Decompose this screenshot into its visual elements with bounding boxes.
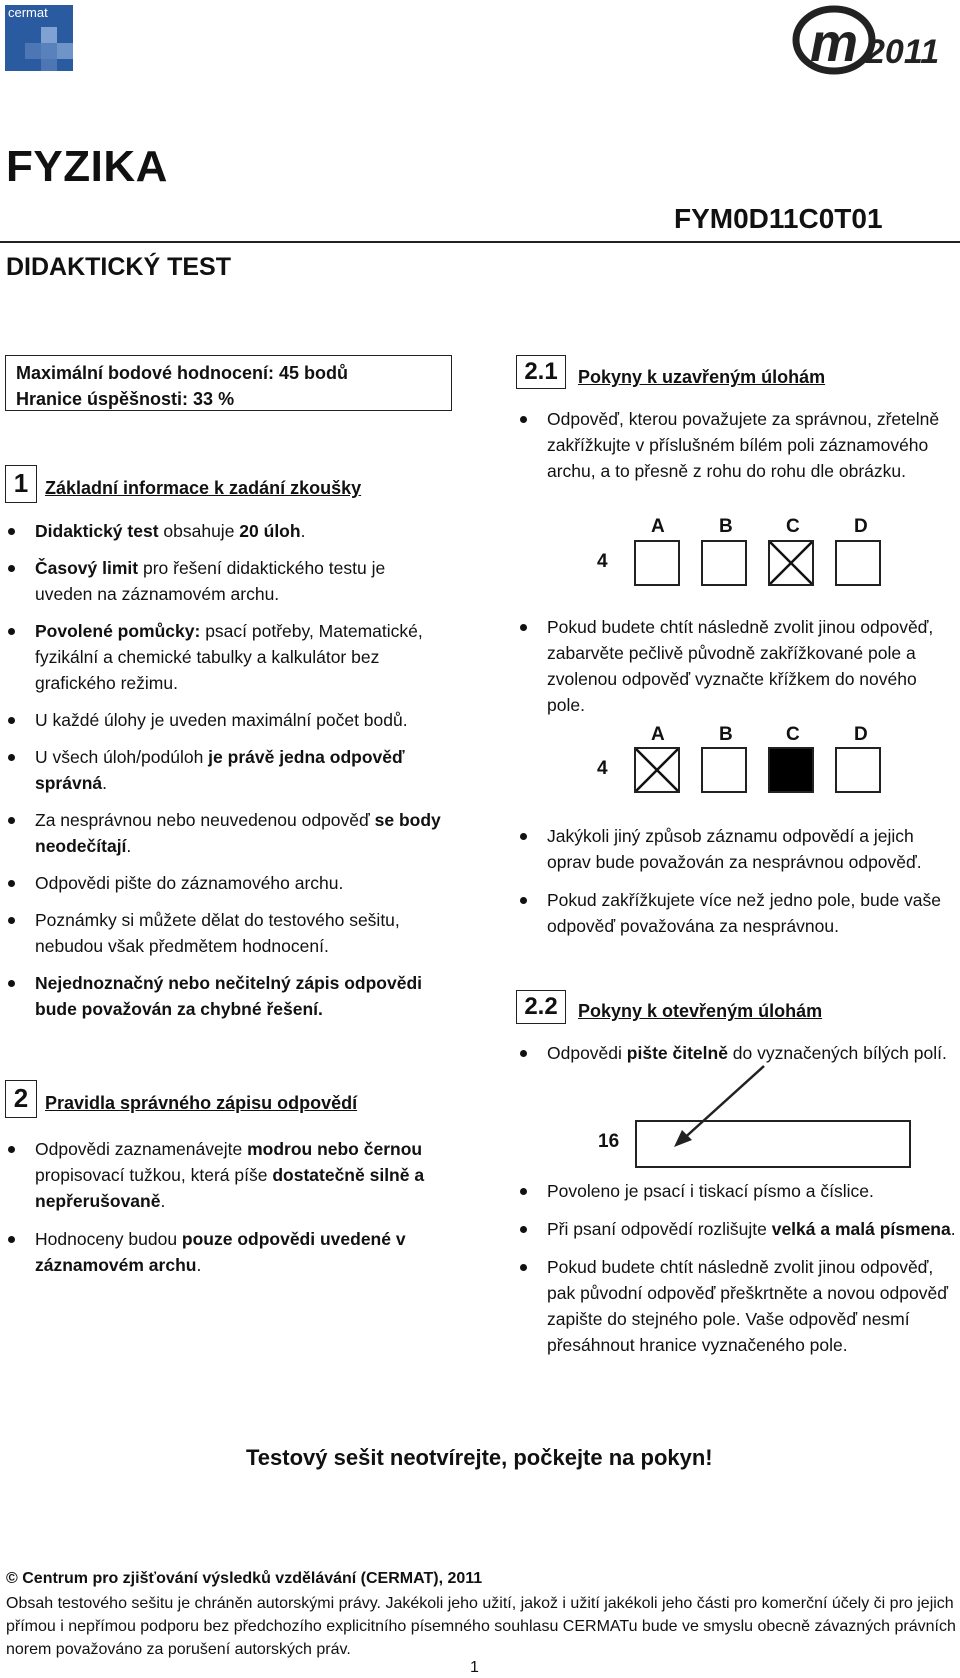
instruction-text: psací potřeby, Matematické, fyzikální a chemické tabulky a kalkulátor bez grafického režimu.: [35, 621, 423, 693]
instruction-item: [6, 744, 446, 796]
question-number: 4: [597, 758, 608, 779]
cermat-logo-text: cermat: [8, 5, 48, 20]
instruction-text: Pokud budete chtít následně zvolit jinou odpověď, pak původní odpověď přeškrtněte a novou odpověď zapište do stejného pole. Vaše odpověď nesmí přesáhnout hranice vyznačeného pole.: [547, 1257, 948, 1355]
section-1-number: 1: [5, 465, 37, 503]
instruction-text: U každé úlohy je uveden maximální počet bodů.: [35, 710, 408, 730]
instruction-text: .: [196, 1255, 202, 1275]
instruction-text: U všech úloh/podúloh: [35, 747, 209, 767]
instruction-item: [518, 406, 958, 484]
instruction-text: Didaktický test: [35, 521, 159, 541]
instruction-item: [518, 1254, 958, 1358]
option-letter: D: [854, 724, 868, 745]
page-number: 1: [470, 1659, 479, 1676]
instruction-text: Odpověď, kterou považujete za správnou, zřetelně zakřížkujte v příslušném bílém poli záznamového archu, a to přesně z rohu do rohu dle obrázku.: [547, 409, 940, 481]
instruction-text: dostatečně silně a nepřerušovaně: [35, 1165, 425, 1211]
answer-cell-d: [835, 540, 881, 586]
option-letter: B: [719, 516, 733, 537]
instruction-item: [6, 1136, 436, 1214]
section-2-2-number: 2.2: [516, 990, 566, 1024]
instruction-text: Časový limit: [35, 558, 139, 578]
maturita-logo: [792, 3, 952, 75]
question-number: 4: [597, 551, 608, 572]
section-2-1-title: Pokyny k uzavřeným úlohám: [578, 367, 826, 387]
section-2-1-list-b: [518, 614, 958, 718]
instruction-text: modrou nebo černou: [247, 1139, 423, 1159]
instruction-item: [6, 1226, 436, 1278]
instruction-text: Odpovědi: [547, 1043, 627, 1063]
section-2-2-title: Pokyny k otevřeným úlohám: [578, 1001, 823, 1021]
instruction-item: [518, 823, 958, 875]
instruction-text: se body neodečítají: [35, 810, 441, 856]
instruction-item: [518, 614, 958, 718]
instruction-text: .: [102, 773, 107, 793]
pass-threshold: Hranice úspěšnosti: 33 %: [16, 389, 235, 409]
section-2-2-list-b: [518, 1178, 958, 1358]
instruction-text: 20 úloh: [239, 521, 301, 541]
instruction-text: Při psaní odpovědí rozlišujte: [547, 1219, 772, 1239]
instruction-text: velká a malá písmena: [771, 1219, 951, 1239]
score-box: [5, 355, 452, 411]
instruction-text: pište čitelně: [626, 1043, 728, 1063]
instruction-text: .: [160, 1191, 166, 1211]
option-letter: B: [719, 724, 733, 745]
instruction-item: [518, 1178, 958, 1204]
option-letter: C: [786, 724, 800, 745]
legal-notice: Obsah testového sešitu je chráněn autorskými právy. Jakékoli jeho užití, jakož i užití jakékoli jeho části pro komerční účely či pro jejich přímou i nepřímou podporu bez předchozího explicitního písemného souhlasu CERMATu bude ve smyslu obecně závazných právních norem považováno za porušení autorských práv.: [6, 1595, 956, 1658]
section-1-title: Základní informace k zadání zkoušky: [45, 478, 362, 498]
arrow-icon: [670, 1062, 770, 1148]
instruction-text: do vyznačených bílých polí.: [727, 1043, 947, 1063]
instruction-text: Povoleno je psací i tiskací písmo a číslice.: [547, 1181, 874, 1201]
answer-cell-a-crossed: [634, 747, 680, 793]
max-score: Maximální bodové hodnocení: 45 bodů: [16, 363, 349, 383]
instruction-text: Odpovědi pište do záznamového archu.: [35, 873, 344, 893]
instruction-item: [6, 970, 446, 1022]
instruction-text: Povolené pomůcky:: [35, 621, 201, 641]
section-1-list: [6, 518, 446, 1022]
section-2-1-number: 2.1: [516, 355, 566, 389]
section-2-number: 2: [5, 1080, 37, 1118]
year-logo-text: 2011: [866, 33, 940, 71]
instruction-text: Nejednoznačný nebo nečitelný zápis odpovědi bude považován za chybné řešení.: [35, 973, 423, 1019]
answer-cell-a: [634, 540, 680, 586]
cross-mark-icon: [636, 749, 678, 791]
option-letter: A: [651, 724, 665, 745]
section-2-1-list-a: [518, 406, 958, 484]
instruction-item: [518, 1216, 958, 1242]
instruction-item: [6, 518, 446, 544]
instruction-text: propisovací tužkou, která píše: [35, 1165, 273, 1185]
answer-cell-b: [701, 540, 747, 586]
instruction-text: .: [126, 836, 132, 856]
svg-text:m: m: [810, 13, 859, 73]
page-title: FYZIKA: [6, 142, 168, 191]
test-code: FYM0D11C0T01: [674, 203, 883, 234]
instruction-text: .: [950, 1219, 956, 1239]
option-letter: D: [854, 516, 868, 537]
option-letter: A: [651, 516, 665, 537]
instruction-text: Poznámky si můžete dělat do testového sešitu, nebudou však předmětem hodnocení.: [35, 910, 400, 956]
instruction-text: Pokud budete chtít následně zvolit jinou odpověď, zabarvěte pečlivě původně zakřížkované pole a zvolenou odpověď vyznačte křížkem do nového pole.: [547, 617, 934, 715]
answer-cell-b: [701, 747, 747, 793]
instruction-text: pro řešení didaktického testu je uveden na záznamovém archu.: [35, 558, 386, 604]
answer-cell-c-crossed: [768, 540, 814, 586]
option-letter: C: [786, 516, 800, 537]
page-subtitle: DIDAKTICKÝ TEST: [6, 253, 231, 281]
header-divider: [0, 241, 960, 243]
section-2-title: Pravidla správného zápisu odpovědí: [45, 1093, 358, 1113]
instruction-item: [6, 807, 446, 859]
instruction-item: [6, 618, 446, 696]
instruction-text: je právě jedna odpověď správná: [35, 747, 405, 793]
instruction-item: [6, 555, 446, 607]
cross-mark-icon: [770, 542, 812, 584]
copyright: © Centrum pro zjišťování výsledků vzdělávání (CERMAT), 2011: [6, 1570, 483, 1587]
instruction-text: .: [300, 521, 306, 541]
instruction-text: Jakýkoli jiný způsob záznamu odpovědí a jejich oprav bude považován za nesprávnou odpověď.: [547, 826, 922, 872]
instruction-item: [6, 870, 446, 896]
open-question-number: 16: [598, 1131, 620, 1152]
instruction-text: Hodnoceny budou: [35, 1229, 182, 1249]
instruction-text: Odpovědi zaznamenávejte: [35, 1139, 248, 1159]
instruction-item: [6, 707, 446, 733]
instruction-item: [518, 887, 958, 939]
cermat-logo: [5, 5, 73, 71]
instruction-item: [6, 907, 446, 959]
answer-cell-c-filled: [768, 747, 814, 793]
closing-instruction: Testový sešit neotvírejte, počkejte na pokyn!: [246, 1445, 713, 1470]
instruction-text: obsahuje: [158, 521, 240, 541]
instruction-text: Za nesprávnou nebo neuvedenou odpověď: [35, 810, 375, 830]
instruction-text: Pokud zakřížkujete více než jedno pole, bude vaše odpověď považována za nesprávnou.: [547, 890, 941, 936]
instruction-text: pouze odpovědi uvedené v záznamovém archu: [35, 1229, 406, 1275]
section-2-1-list-c: [518, 823, 958, 939]
answer-cell-d: [835, 747, 881, 793]
section-2-list: [6, 1136, 436, 1278]
